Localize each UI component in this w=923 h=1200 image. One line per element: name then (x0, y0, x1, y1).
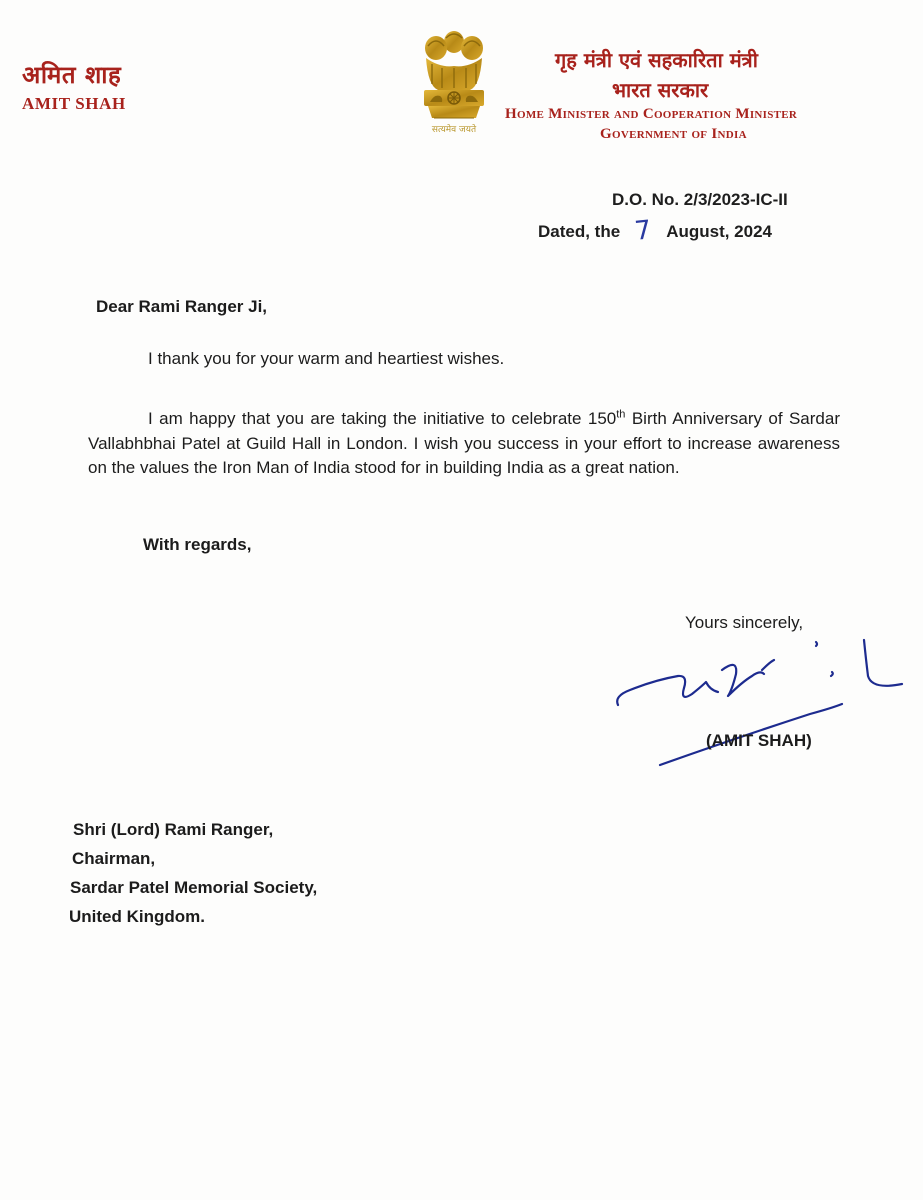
address-line-4: United Kingdom. (69, 907, 205, 926)
paragraph-2 (88, 407, 840, 481)
office-title-hindi-line2: भारत सरकार (612, 78, 709, 102)
paragraph-1: I thank you for your warm and heartiest wishes. (148, 349, 505, 368)
sender-name-hindi: अमित शाह (22, 60, 122, 89)
salutation: Dear Rami Ranger Ji, (96, 297, 268, 316)
address-line-3: Sardar Patel Memorial Society, (70, 878, 318, 897)
address-line-1: Shri (Lord) Rami Ranger, (73, 820, 274, 839)
office-title-english-line1: Home Minister and Cooperation Minister (505, 106, 798, 122)
paragraph-2-text (88, 407, 840, 481)
yours-sincerely: Yours sincerely, (685, 613, 804, 632)
recipient-address (70, 815, 317, 931)
do-number: D.O. No. 2/3/2023-IC-II (612, 190, 788, 209)
address-line-2: Chairman, (72, 849, 156, 868)
signer-name: (AMIT SHAH) (706, 731, 812, 750)
paragraph-2-part-a: I am happy that you are taking the initiative to celebrate 150 (148, 409, 617, 428)
sender-name-english: AMIT SHAH (22, 94, 126, 113)
office-title-hindi-line1: गृह मंत्री एवं सहकारिता मंत्री (555, 48, 758, 72)
office-title-english-line2: Government of India (600, 126, 747, 142)
date-month-year: August, 2024 (666, 222, 772, 241)
closing-regards: With regards, (143, 535, 252, 554)
paragraph-2-part-b: Birth Anniversary of Sardar Vallabhbhai Patel at Guild Hall in London. I wish you success in your effort to increase awareness on the values the Iron Man of India stood for in building India as a great nation. (88, 409, 840, 477)
date-prefix: Dated, the (538, 222, 621, 241)
date-day-handwritten: 7 (633, 215, 653, 247)
ordinal-suffix: th (616, 408, 626, 421)
letter-date (538, 214, 772, 247)
handwritten-signature-icon (610, 630, 910, 780)
emblem-motto: सत्यमेव जयते (431, 125, 477, 135)
